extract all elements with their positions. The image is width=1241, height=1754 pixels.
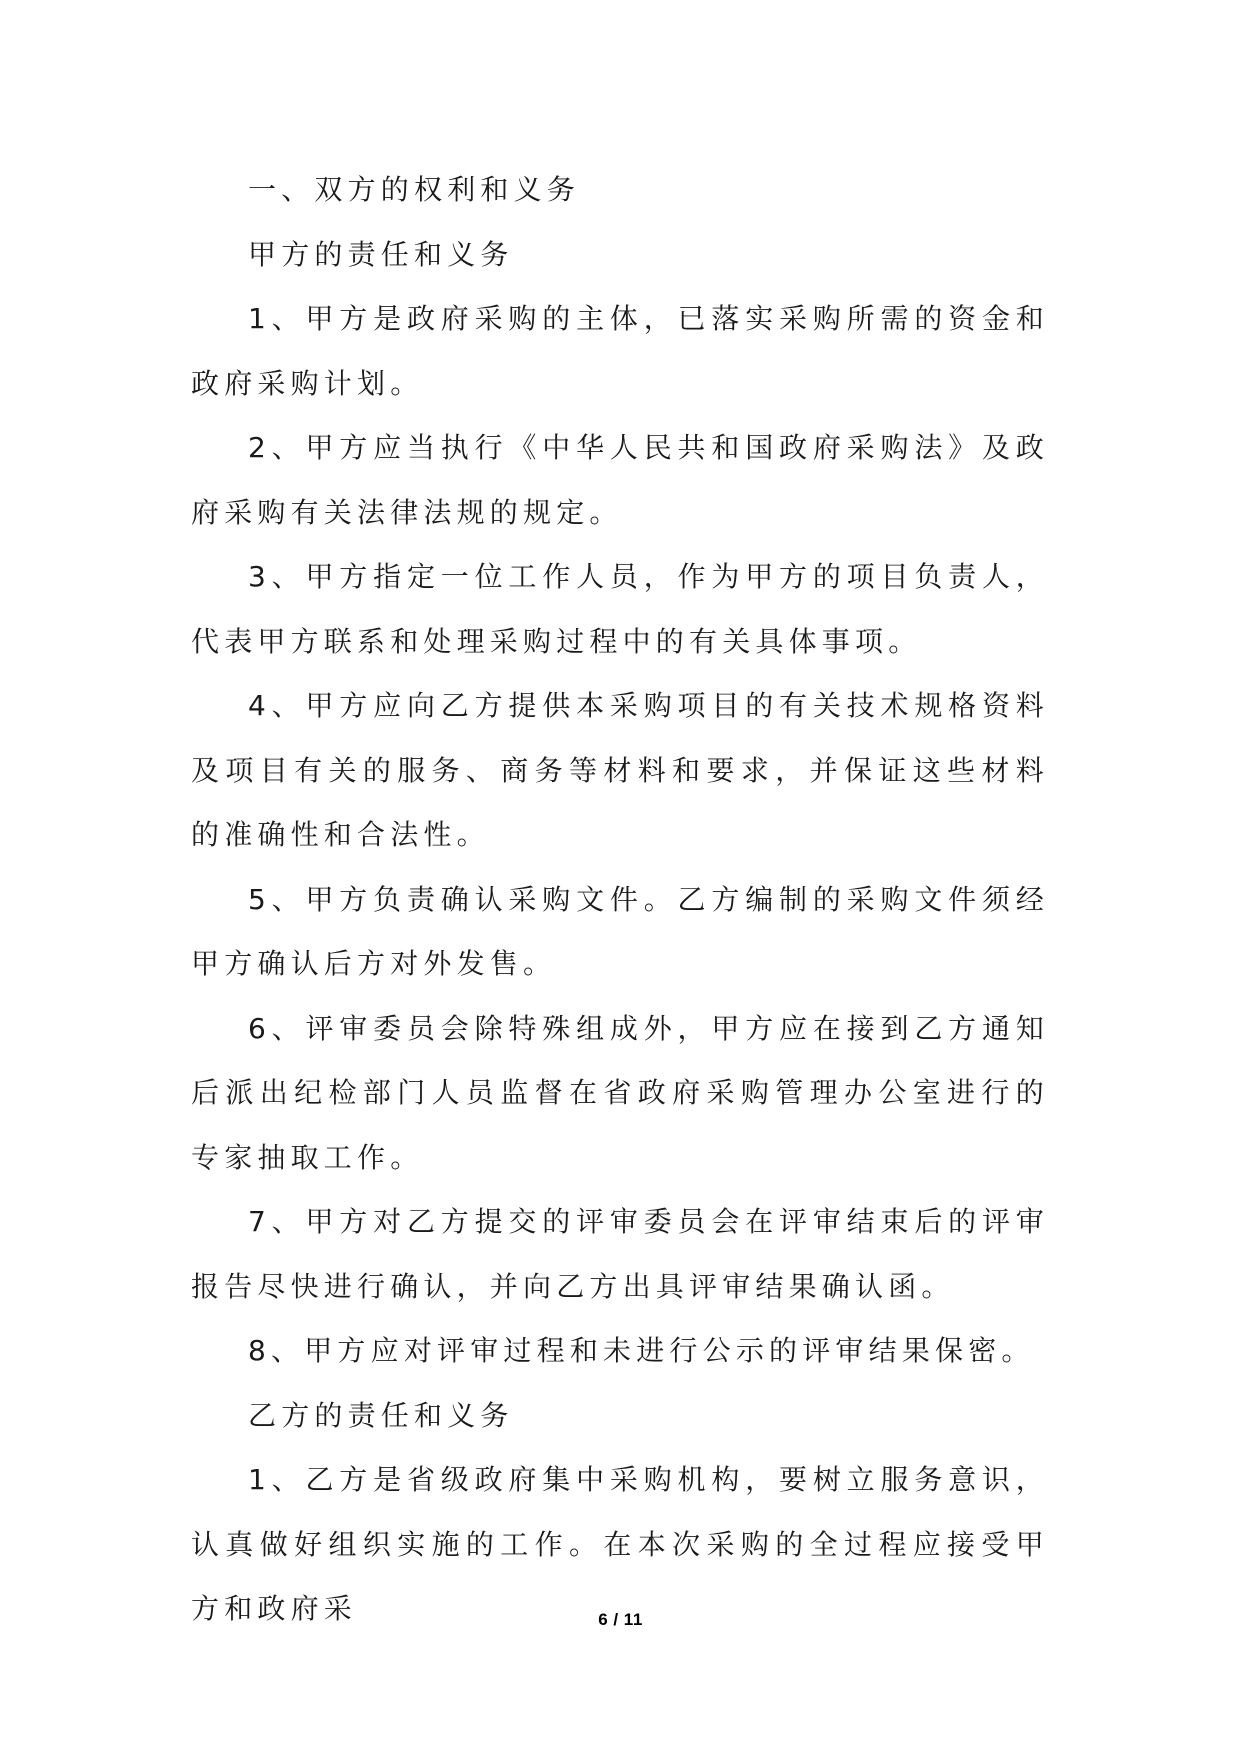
paragraph: 1、甲方是政府采购的主体，已落实采购所需的资金和政府采购计划。: [191, 302, 1049, 400]
paragraph: 2、甲方应当执行《中华人民共和国政府采购法》及政府采购有关法律法规的规定。: [191, 431, 1049, 529]
paragraph: 5、甲方负责确认采购文件。乙方编制的采购文件须经甲方确认后方对外发售。: [191, 882, 1049, 980]
paragraph: 3、甲方指定一位工作人员，作为甲方的项目负责人，代表甲方联系和处理采购过程中的有关具体事项。: [191, 560, 1049, 658]
paragraph: 4、甲方应向乙方提供本采购项目的有关技术规格资料及项目有关的服务、商务等材料和要求，并保证这些材料的准确性和合法性。: [191, 689, 1049, 851]
paragraph: 7、甲方对乙方提交的评审委员会在评审结束后的评审报告尽快进行确认，并向乙方出具评审结果确认函。: [191, 1205, 1049, 1303]
page-number: 6 / 11: [598, 1610, 643, 1629]
subsection-heading-party-b: 乙方的责任和义务: [248, 1398, 514, 1432]
paragraph: 1、乙方是省级政府集中采购机构，要树立服务意识，认真做好组织实施的工作。在本次采购的全过程应接受甲方和政府采: [191, 1463, 1049, 1625]
paragraph: 8、甲方应对评审过程和未进行公示的评审结果保密。: [248, 1334, 1035, 1367]
subsection-heading-party-a: 甲方的责任和义务: [248, 237, 514, 271]
section-heading: 一、双方的权利和义务: [248, 173, 581, 206]
paragraph: 6、评审委员会除特殊组成外，甲方应在接到乙方通知后派出纪检部门人员监督在省政府采购管理办公室进行的专家抽取工作。: [191, 1011, 1049, 1174]
document-body: [191, 158, 1049, 1642]
